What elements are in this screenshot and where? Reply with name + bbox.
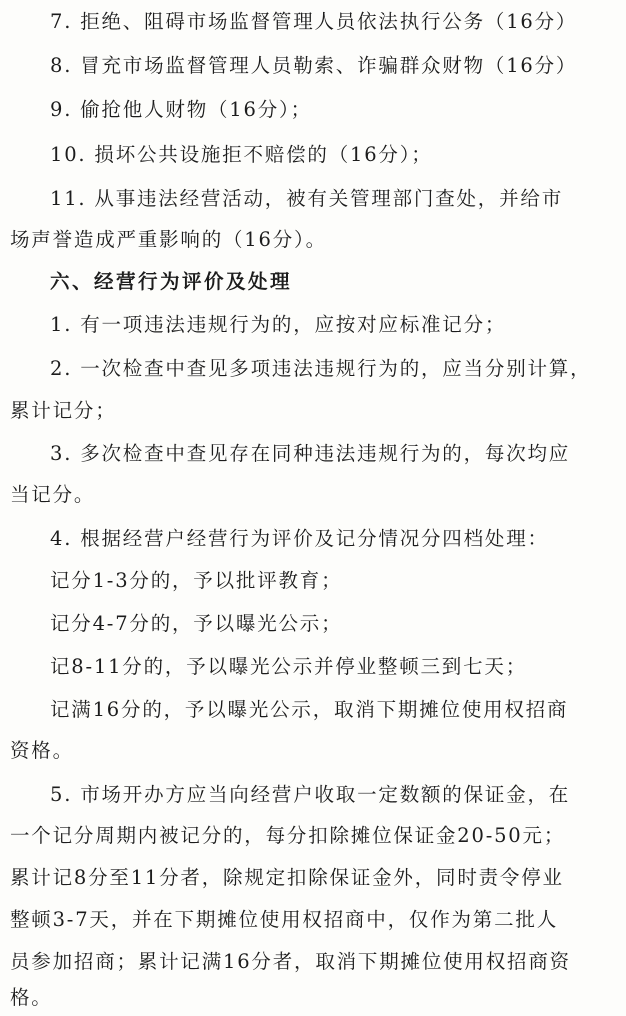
- text-line: 整顿3-7天，并在下期摊位使用权招商中，仅作为第二批人: [10, 908, 559, 931]
- text-line: 4. 根据经营户经营行为评价及记分情况分四档处理：: [50, 527, 549, 550]
- text-line: 记分1-3分的，予以批评教育；: [50, 569, 343, 592]
- text-line: 当记分。: [10, 483, 96, 506]
- text-line: 记8-11分的，予以曝光公示并停业整顿三到七天；: [50, 655, 528, 678]
- text-line: 1. 有一项违法违规行为的，应按对应标准记分；: [50, 313, 507, 336]
- text-line: 10. 损坏公共设施拒不赔偿的（16分）；: [50, 143, 433, 166]
- text-line: 累计记分；: [10, 399, 117, 422]
- text-line: 9. 偷抢他人财物（16分）；: [50, 98, 312, 121]
- text-line: 记分4-7分的，予以曝光公示；: [50, 612, 343, 635]
- text-line: 员参加招商；累计记满16分者，取消下期摊位使用权招商资: [10, 950, 571, 973]
- text-line: 7. 拒绝、阻碍市场监督管理人员依法执行公务（16分）: [50, 10, 578, 33]
- text-line: 5. 市场开办方应当向经营户收取一定数额的保证金，在: [50, 783, 571, 806]
- text-line: 11. 从事违法经营活动，被有关管理部门查处，并给市: [50, 187, 564, 210]
- text-line: 2. 一次检查中查见多项违法违规行为的，应当分别计算，: [50, 357, 592, 380]
- text-line: 累计记8分至11分者，除规定扣除保证金外，同时责令停业: [10, 866, 564, 889]
- section-heading: 六、经营行为评价及处理: [50, 270, 293, 293]
- text-line: 场声誉造成严重影响的（16分）。: [10, 228, 327, 251]
- text-line: 8. 冒充市场监督管理人员勒索、诈骗群众财物（16分）: [50, 54, 578, 77]
- text-line: 3. 多次检查中查见存在同种违法违规行为的，每次均应: [50, 442, 571, 465]
- text-line: 格。: [10, 986, 53, 1009]
- text-line: 一个记分周期内被记分的，每分扣除摊位保证金20-50元；: [10, 824, 566, 847]
- text-line: 资格。: [10, 739, 74, 762]
- text-line: 记满16分的，予以曝光公示，取消下期摊位使用权招商: [50, 698, 569, 721]
